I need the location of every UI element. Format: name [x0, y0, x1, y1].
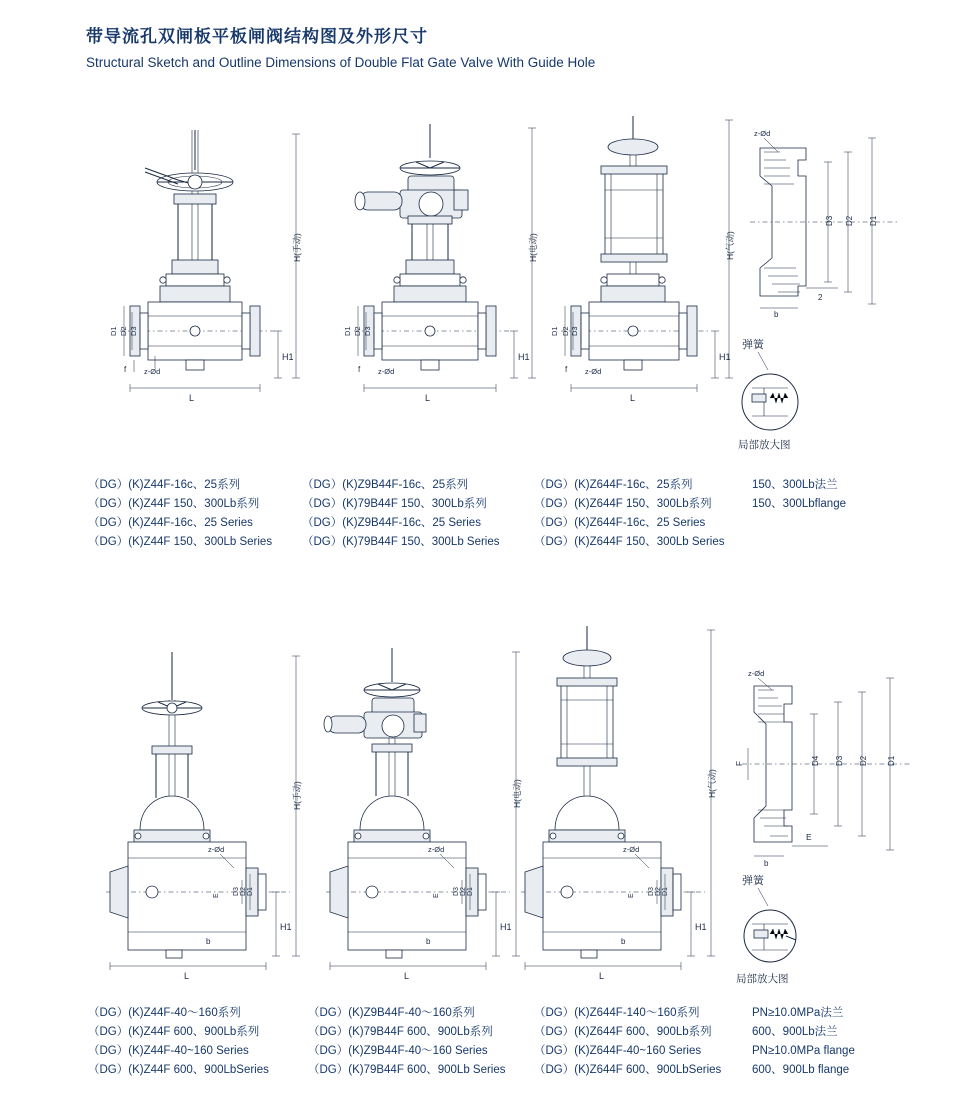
dim-label-H1: H1	[500, 922, 512, 932]
caption-column-2	[302, 476, 500, 552]
dim-label-L: L	[189, 393, 195, 403]
dim-label-H-electric: H(电动)	[528, 233, 538, 262]
dim-label-D3: D3	[453, 887, 460, 896]
label-spring-cn: 弹簧	[742, 875, 764, 887]
page-header	[86, 22, 595, 70]
drawing-pneumatic-gate-valve	[545, 110, 735, 455]
dim-label-D3: D3	[835, 755, 844, 766]
drawing-flange-section	[720, 118, 910, 318]
caption-line: （DG）(K)Z644F 150、300Lb系列	[534, 498, 712, 510]
dim-label-D2: D2	[845, 215, 854, 226]
figure-spring-detail-bottom	[712, 870, 832, 990]
dim-label-L: L	[404, 971, 410, 981]
dim-label-D3: D3	[363, 326, 372, 336]
dim-label-f: f	[565, 365, 568, 374]
caption-line: （DG）(K)Z44F 600、900Lb系列	[88, 1026, 260, 1038]
dim-label-D4: D4	[811, 755, 820, 766]
caption-line: （DG）(K)79B44F 600、900Lb Series	[308, 1064, 506, 1076]
caption-column-1	[88, 476, 272, 552]
dim-label-D2: D2	[859, 755, 868, 766]
dim-label-D2: D2	[655, 887, 662, 896]
figure-spring-detail-top	[712, 336, 832, 456]
caption-line: （DG）(K)Z644F 600、900LbSeries	[534, 1064, 722, 1076]
dim-label-L: L	[599, 971, 605, 981]
drawing-electric-gate-valve	[330, 110, 540, 455]
dim-label-H-manual: H(手动)	[292, 781, 302, 810]
dim-label-H1: H1	[719, 352, 731, 362]
dim-label-D1: D1	[550, 326, 559, 336]
caption-line: （DG）(K)Z44F-16c、25 Series	[88, 517, 253, 529]
caption-line: （DG）(K)Z44F-16c、25系列	[88, 479, 241, 491]
figure-flange-section-bottom	[718, 660, 918, 880]
dim-label-zd: z-Ød	[208, 845, 225, 854]
caption-line: （DG）(K)Z644F-140～160系列	[534, 1007, 700, 1019]
dim-label-D2: D2	[240, 887, 247, 896]
caption-line: 600、900Lb法兰	[752, 1026, 838, 1038]
dim-label-zd: z-Ød	[754, 129, 771, 138]
dim-label-b: b	[764, 859, 769, 868]
figure-pneumatic-gate-valve-top	[545, 110, 735, 455]
label-detail-view-cn: 局部放大图	[738, 439, 791, 451]
caption-line: （DG）(K)Z44F 150、300Lb Series	[88, 536, 273, 548]
caption-line: 150、300Lbflange	[752, 498, 846, 510]
caption-line: （DG）(K)Z644F 600、900Lb系列	[534, 1026, 712, 1038]
caption-column-2	[308, 1004, 506, 1080]
dim-label-H1: H1	[280, 922, 292, 932]
caption-line: （DG）(K)79B44F 600、900Lb系列	[308, 1026, 493, 1038]
dim-label-H-manual: H(手动)	[292, 233, 302, 262]
dim-label-H-pneumatic: H(气动)	[725, 231, 735, 260]
label-detail-view-cn: 局部放大图	[736, 973, 789, 985]
figure-electric-gate-valve-bottom	[320, 640, 535, 985]
dim-label-D1: D1	[887, 755, 896, 766]
caption-line: （DG）(K)Z44F 600、900LbSeries	[88, 1064, 269, 1076]
caption-column-3	[534, 1004, 721, 1080]
drawing-electric-gate-valve-hp	[320, 640, 535, 985]
dim-label-D2: D2	[460, 887, 467, 896]
dim-label-L: L	[630, 393, 636, 403]
label-spring-cn: 弹簧	[742, 339, 764, 351]
dim-label-D3: D3	[233, 887, 240, 896]
drawing-manual-gate-valve	[100, 110, 310, 455]
dim-label-L: L	[425, 393, 431, 403]
dim-label-D2: D2	[353, 326, 362, 336]
dim-label-zd: z-Ød	[623, 845, 640, 854]
dim-label-zd: z-Ød	[428, 845, 445, 854]
drawing-manual-gate-valve-hp	[100, 640, 315, 985]
caption-line: （DG）(K)Z9B44F-40～160系列	[308, 1007, 475, 1019]
dim-label-D2: D2	[119, 326, 128, 336]
dim-label-H-electric: H(电动)	[512, 779, 522, 808]
figure-manual-gate-valve-bottom	[100, 640, 315, 985]
dim-label-H1: H1	[518, 352, 530, 362]
dim-label-2: 2	[818, 293, 823, 302]
figure-manual-gate-valve-top	[100, 110, 310, 455]
dim-label-H-pneumatic: H(气动)	[707, 769, 717, 798]
dim-label-b: b	[774, 310, 779, 318]
caption-line	[752, 514, 846, 533]
page-title-cn: 带导流孔双闸板平板闸阀结构图及外形尺寸	[86, 27, 428, 46]
caption-column-3	[534, 476, 724, 552]
dim-label-D1: D1	[343, 326, 352, 336]
drawing-pneumatic-gate-valve-hp	[515, 620, 730, 985]
dim-label-H1: H1	[282, 352, 294, 362]
dim-label-E: E	[628, 893, 635, 898]
dim-label-f: f	[358, 365, 361, 374]
drawing-flange-section-hp	[718, 660, 918, 880]
dim-label-D1: D1	[662, 887, 669, 896]
dim-label-zd: z-Ød	[378, 367, 395, 376]
drawing-spring-detail-2	[712, 870, 832, 990]
dim-label-D3: D3	[648, 887, 655, 896]
caption-line: （DG）(K)Z9B44F-16c、25 Series	[302, 517, 481, 529]
dim-label-L: L	[184, 971, 190, 981]
dim-label-b: b	[206, 937, 211, 946]
caption-column-1	[88, 1004, 269, 1080]
caption-line: （DG）(K)Z9B44F-40～160 Series	[308, 1045, 488, 1057]
figure-electric-gate-valve-top	[330, 110, 540, 455]
dim-label-E: E	[433, 893, 440, 898]
dim-label-f: f	[124, 365, 127, 374]
dim-label-D1: D1	[869, 215, 878, 226]
caption-column-4	[752, 476, 846, 552]
dim-label-zd: z-Ød	[585, 367, 602, 376]
caption-line: （DG）(K)79B44F 150、300Lb Series	[302, 536, 500, 548]
dim-label-b: b	[426, 937, 431, 946]
dim-label-D1: D1	[109, 326, 118, 336]
dim-label-H1: H1	[695, 922, 707, 932]
caption-line: （DG）(K)Z644F 150、300Lb Series	[534, 536, 725, 548]
figure-flange-section-top	[720, 118, 910, 318]
caption-line: （DG）(K)Z644F-16c、25系列	[534, 479, 693, 491]
drawing-spring-detail	[712, 336, 832, 456]
caption-line: （DG）(K)Z44F 150、300Lb系列	[88, 498, 260, 510]
caption-line: PN≥10.0MPa flange	[752, 1045, 855, 1057]
caption-line: 150、300Lb法兰	[752, 479, 838, 491]
dim-label-E: E	[806, 832, 812, 842]
caption-column-4	[752, 1004, 855, 1080]
caption-line	[752, 533, 846, 552]
dim-label-D2: D2	[561, 326, 570, 336]
caption-line: （DG）(K)Z44F-40~160 Series	[88, 1045, 249, 1057]
dim-label-E: E	[213, 893, 220, 898]
caption-line: （DG）(K)Z9B44F-16c、25系列	[302, 479, 469, 491]
dim-label-D3: D3	[570, 326, 579, 336]
figure-pneumatic-gate-valve-bottom	[515, 620, 730, 985]
caption-line: （DG）(K)Z44F-40～160系列	[88, 1007, 241, 1019]
dim-label-zd: z-Ød	[144, 367, 161, 376]
caption-line: （DG）(K)Z644F-16c、25 Series	[534, 517, 706, 529]
dim-label-zd: z-Ød	[748, 669, 765, 678]
dim-label-D3: D3	[129, 326, 138, 336]
dim-label-b: b	[621, 937, 626, 946]
caption-line: 600、900Lb flange	[752, 1064, 850, 1076]
dim-label-D1: D1	[247, 887, 254, 896]
caption-line: （DG）(K)79B44F 150、300Lb系列	[302, 498, 487, 510]
dim-label-D3: D3	[825, 215, 834, 226]
dim-label-D1: D1	[467, 887, 474, 896]
page-title-en: Structural Sketch and Outline Dimensions of Double Flat Gate Valve With Guide Hole	[86, 55, 596, 70]
caption-line: （DG）(K)Z644F-40~160 Series	[534, 1045, 702, 1057]
caption-line: PN≥10.0MPa法兰	[752, 1007, 844, 1019]
dim-label-F: F	[735, 761, 744, 766]
